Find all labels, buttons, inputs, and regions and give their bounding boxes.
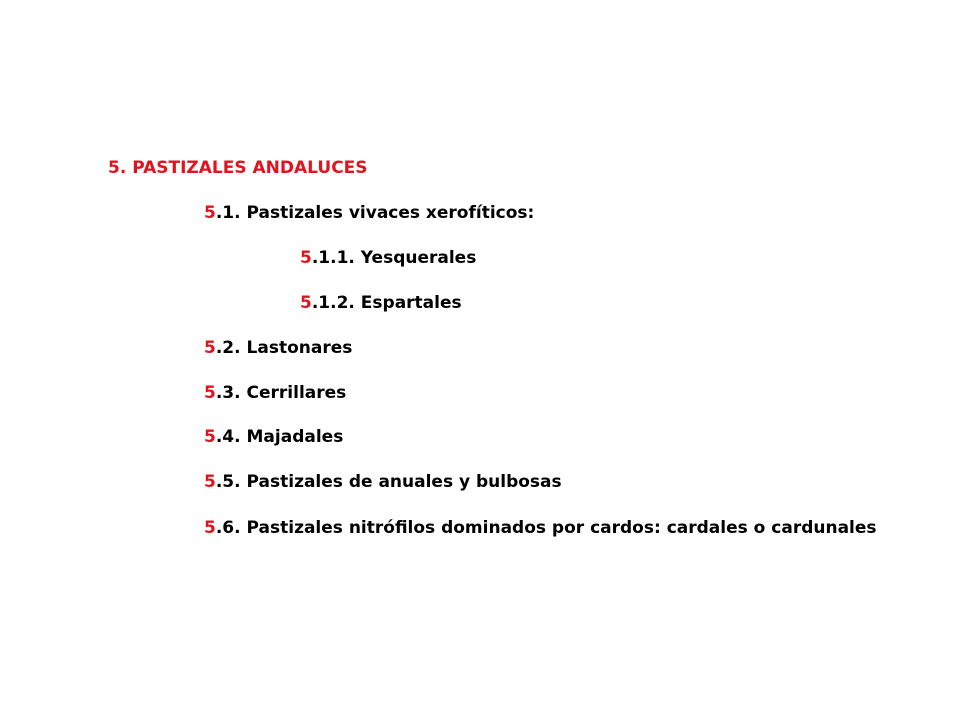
- item-prefix: 5: [300, 248, 312, 268]
- item-number: .2.: [215, 338, 241, 358]
- outline-item-5-1-1: [300, 248, 476, 268]
- item-label: Yesquerales: [360, 248, 477, 268]
- item-number: .1.2.: [311, 293, 355, 313]
- outline-item-5-1-2: [300, 293, 462, 313]
- item-number: .3.: [215, 383, 241, 403]
- item-prefix: 5: [204, 427, 216, 447]
- outline-item-5-2: [204, 338, 352, 358]
- item-label: Pastizales vivaces xerofíticos:: [246, 203, 535, 223]
- outline-item-5-5: [204, 472, 562, 492]
- item-prefix: 5: [204, 383, 216, 403]
- item-number: .6.: [215, 518, 241, 538]
- item-label: Lastonares: [246, 338, 353, 358]
- item-prefix: 5: [300, 293, 312, 313]
- item-prefix: 5: [204, 203, 216, 223]
- outline-item-5-1: [204, 203, 534, 223]
- item-number: .4.: [215, 427, 241, 447]
- item-prefix: 5: [204, 518, 216, 538]
- item-label: Cerrillares: [246, 383, 347, 403]
- section-title: 5. PASTIZALES ANDALUCES: [108, 158, 368, 178]
- item-label: Majadales: [246, 427, 344, 447]
- item-number: .5.: [215, 472, 241, 492]
- outline-item-5-4: [204, 427, 343, 447]
- item-label: Pastizales de anuales y bulbosas: [246, 472, 562, 492]
- item-prefix: 5: [204, 338, 216, 358]
- outline-item-5-6: [204, 518, 877, 538]
- item-number: .1.: [215, 203, 241, 223]
- outline-item-5-3: [204, 383, 346, 403]
- item-label: Espartales: [360, 293, 462, 313]
- item-label: Pastizales nitrófilos dominados por cardos: cardales o cardunales: [246, 518, 877, 538]
- item-prefix: 5: [204, 472, 216, 492]
- item-number: .1.1.: [311, 248, 355, 268]
